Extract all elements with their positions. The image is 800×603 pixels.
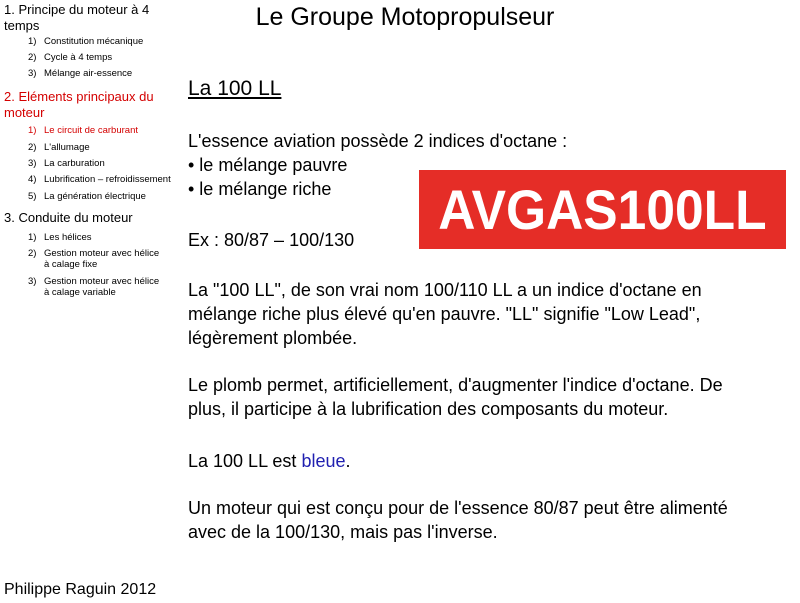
- paragraph-compat-line-2: avec de la 100/130, mais pas l'inverse.: [188, 522, 498, 542]
- bullet-lean-mixture: • le mélange pauvre: [188, 155, 348, 175]
- item-label: Gestion moteur avec hélice à calage fixe: [44, 248, 160, 270]
- paragraph-lead-line-1: Le plomb permet, artificiellement, d'augmenter l'indice d'octane. De: [188, 375, 723, 395]
- author-footer: Philippe Raguin 2012: [4, 581, 157, 598]
- item-number: 1): [28, 232, 37, 243]
- page-title: Le Groupe Motopropulseur: [255, 3, 555, 31]
- sidebar-section-3[interactable]: 3. Conduite du moteur: [4, 210, 133, 225]
- blue-note-prefix: La 100 LL est: [188, 451, 302, 471]
- sidebar-item-1-2[interactable]: [28, 52, 172, 63]
- sidebar-item-2-5[interactable]: [28, 191, 172, 202]
- sidebar-item-2-4[interactable]: [28, 174, 172, 185]
- bullet-rich-mixture: • le mélange riche: [188, 179, 332, 199]
- sidebar-section-2[interactable]: 2. Eléments principaux du moteur: [4, 89, 154, 120]
- slide-subtitle: La 100 LL: [188, 77, 282, 100]
- sidebar-item-1-1[interactable]: [28, 36, 172, 47]
- item-number: 5): [28, 191, 37, 202]
- blue-color-note: [188, 450, 351, 473]
- item-number: 3): [28, 158, 37, 169]
- item-number: 2): [28, 52, 37, 63]
- sidebar-item-3-3[interactable]: [28, 276, 166, 298]
- avgas-logo: [419, 170, 786, 249]
- item-label: Le circuit de carburant: [44, 125, 138, 136]
- sidebar-item-1-3[interactable]: [28, 68, 172, 79]
- blue-word: bleue: [301, 451, 346, 471]
- sidebar-item-3-1[interactable]: [28, 232, 172, 243]
- sidebar-section-1[interactable]: 1. Principe du moteur à 4 temps: [4, 2, 150, 33]
- paragraph-compat-line-1: Un moteur qui est conçu pour de l'essence 80/87 peut être alimenté: [188, 498, 728, 518]
- paragraph-100ll-line-1: La "100 LL", de son vrai nom 100/110 LL a un indice d'octane en: [188, 280, 702, 300]
- item-number: 3): [28, 276, 37, 287]
- blue-note-suffix: .: [345, 451, 351, 471]
- paragraph-lead-line-2: plus, il participe à la lubrification des composants du moteur.: [188, 399, 669, 419]
- item-label: Gestion moteur avec hélice à calage variable: [44, 276, 160, 298]
- sidebar-item-2-2[interactable]: [28, 142, 172, 153]
- item-label: Les hélices: [44, 232, 92, 243]
- sidebar-item-2-1[interactable]: [28, 125, 172, 136]
- item-number: 3): [28, 68, 37, 79]
- avgas-logo-text: AVGAS100LL: [438, 178, 767, 241]
- item-number: 4): [28, 174, 37, 185]
- item-number: 2): [28, 248, 37, 259]
- item-label: La carburation: [44, 158, 105, 169]
- item-label: Cycle à 4 temps: [44, 52, 113, 63]
- intro-text: L'essence aviation possède 2 indices d'octane :: [188, 131, 568, 151]
- octane-example: Ex : 80/87 – 100/130: [188, 230, 355, 250]
- paragraph-100ll-line-3: légèrement plombée.: [188, 328, 358, 348]
- sidebar-item-3-2[interactable]: [28, 248, 166, 270]
- item-label: La génération électrique: [44, 191, 146, 202]
- item-number: 1): [28, 125, 37, 136]
- item-label: Constitution mécanique: [44, 36, 144, 47]
- item-label: Mélange air-essence: [44, 68, 133, 79]
- item-label: L'allumage: [44, 142, 90, 153]
- paragraph-100ll-line-2: mélange riche plus élevé qu'en pauvre. "LL" signifie "Low Lead",: [188, 304, 701, 324]
- item-label: Lubrification – refroidissement: [44, 174, 171, 185]
- item-number: 1): [28, 36, 37, 47]
- item-number: 2): [28, 142, 37, 153]
- sidebar-item-2-3[interactable]: [28, 158, 172, 169]
